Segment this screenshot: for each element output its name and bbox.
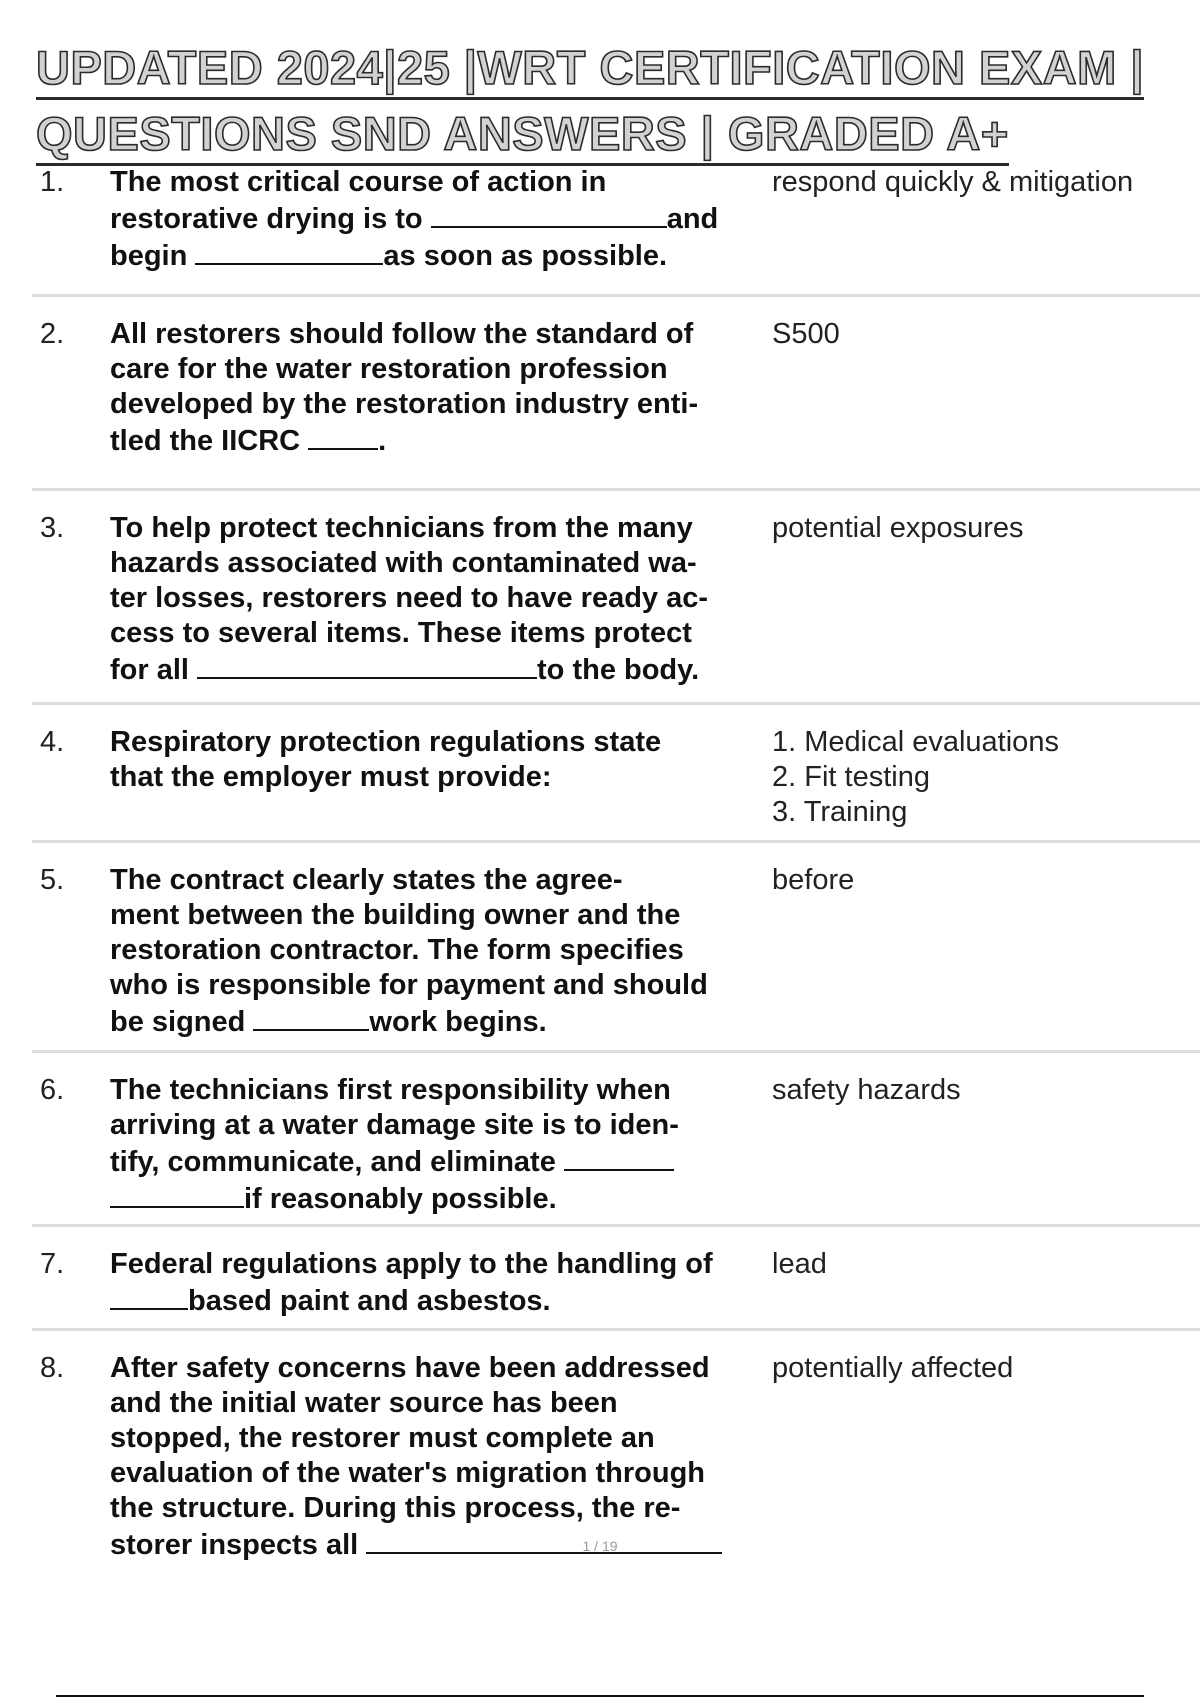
question-text: All restorers should follow the standard of care for the water restoration profession developed by the restoration industry enti- tled the IICRC . bbox=[110, 318, 699, 457]
answer-text: potential exposures bbox=[772, 512, 1024, 544]
qa-item-6 bbox=[32, 1073, 1200, 1227]
answer-blank bbox=[253, 1003, 369, 1031]
question-text: After safety concerns have been addressed and the initial water source has been stopped, the restorer must complete an evaluation of the water's migration through the structure. During this process, the re- storer inspects all bbox=[110, 1351, 800, 1563]
question-number: 6. bbox=[40, 1074, 65, 1106]
qa-item-8 bbox=[32, 1351, 1200, 1561]
answer-blank bbox=[564, 1143, 674, 1171]
question-number: 5. bbox=[40, 864, 65, 896]
question-number: 8. bbox=[40, 1352, 65, 1384]
question-number: 7. bbox=[40, 1248, 65, 1280]
qa-item-4 bbox=[32, 725, 1200, 843]
title-line-2: QUESTIONS SND ANSWERS | GRADED A+ bbox=[36, 106, 1009, 166]
answer-text: 1. Medical evaluations 2. Fit testing 3. Training bbox=[772, 726, 1059, 828]
page-indicator: 1 / 19 bbox=[582, 1538, 618, 1554]
question-text: The technicians first responsibility when arriving at a water damage site is to iden- tify, communicate, and eliminate if reasonably possible. bbox=[110, 1074, 679, 1215]
answer-text: safety hazards bbox=[772, 1074, 961, 1106]
question-number: 1. bbox=[40, 166, 65, 198]
qa-item-7 bbox=[32, 1247, 1200, 1331]
answer-blank bbox=[110, 1180, 244, 1208]
question-number: 3. bbox=[40, 512, 65, 544]
question-text: Federal regulations apply to the handling of based paint and asbestos. bbox=[110, 1248, 713, 1317]
answer-text: potentially affected bbox=[772, 1352, 1014, 1384]
answer-text: respond quickly & mitigation bbox=[772, 166, 1134, 198]
answer-blank bbox=[308, 422, 378, 450]
bottom-divider bbox=[56, 1695, 1144, 1697]
document-title bbox=[36, 36, 1176, 168]
answer-text: S500 bbox=[772, 318, 840, 350]
qa-list bbox=[0, 165, 1200, 1561]
title-line-1: UPDATED 2024|25 |WRT CERTIFICATION EXAM | bbox=[36, 40, 1144, 100]
answer-blank bbox=[197, 651, 537, 679]
answer-blank bbox=[431, 200, 667, 228]
question-text: The contract clearly states the agree- ment between the building owner and the restoration contractor. The form specifies who is responsible for payment and should be signed work begins. bbox=[110, 864, 708, 1038]
qa-item-2 bbox=[32, 317, 1200, 491]
answer-text: before bbox=[772, 864, 855, 896]
question-text: The most critical course of action in restorative drying is to and begin as soon as possible. bbox=[110, 166, 719, 272]
question-text: Respiratory protection regulations state that the employer must provide: bbox=[110, 726, 662, 793]
answer-blank bbox=[195, 237, 383, 265]
qa-item-5 bbox=[32, 863, 1200, 1053]
qa-item-1 bbox=[32, 165, 1200, 297]
question-number: 4. bbox=[40, 726, 65, 758]
question-text: To help protect technicians from the many hazards associated with contaminated wa- ter losses, restorers need to have ready ac- cess to several items. These items protect for all to the body. bbox=[110, 512, 709, 686]
answer-blank bbox=[110, 1282, 188, 1310]
answer-text: lead bbox=[772, 1248, 827, 1280]
qa-item-3 bbox=[32, 511, 1200, 705]
question-number: 2. bbox=[40, 318, 65, 350]
